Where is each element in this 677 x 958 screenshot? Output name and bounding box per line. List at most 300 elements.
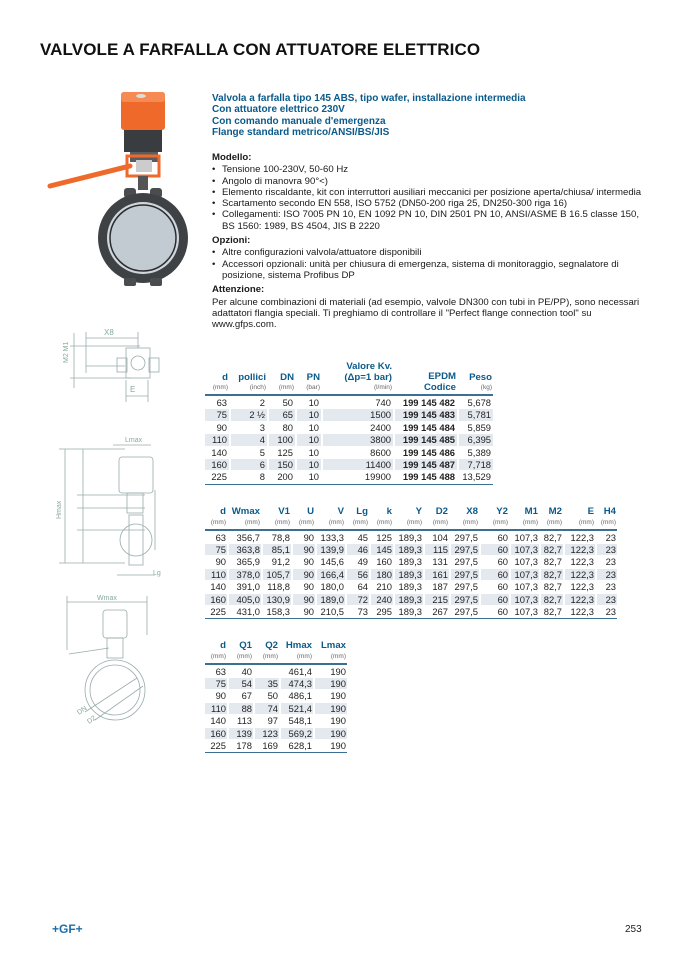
column-header bbox=[263, 507, 291, 528]
table-cell: 82,7 bbox=[543, 581, 562, 593]
table-cell: 40 bbox=[241, 665, 252, 677]
table-cell: 60 bbox=[481, 594, 509, 605]
table-row bbox=[205, 715, 347, 726]
intro-line: Con comando manuale d'emergenza bbox=[212, 115, 386, 127]
table-cell: 8600 bbox=[370, 446, 391, 458]
table-cell: 46 bbox=[347, 544, 369, 555]
column-name: Q1 bbox=[239, 640, 252, 651]
table-row bbox=[205, 678, 347, 689]
table-cell: 11400 bbox=[323, 459, 393, 470]
label-x8: X8 bbox=[104, 328, 114, 337]
table-cell: 107,3 bbox=[511, 594, 539, 605]
table-cell: 461,4 bbox=[288, 665, 312, 677]
table-row bbox=[205, 532, 617, 543]
table-cell: 23 bbox=[605, 581, 616, 593]
table-cell: 60 bbox=[481, 544, 509, 555]
table-row bbox=[205, 471, 493, 482]
column-unit: (mm) bbox=[210, 652, 226, 660]
table-cell: 82,7 bbox=[541, 544, 563, 555]
list-item: • Accessori opzionali: unità per chiusura di emergenza, sistema di monitoraggio, segnalatore di posizione, sistema Profibus DP bbox=[212, 259, 642, 282]
column-header bbox=[229, 641, 253, 662]
table-cell: 60 bbox=[481, 569, 509, 580]
table-row bbox=[205, 397, 493, 408]
table-cell: 189,3 bbox=[398, 605, 422, 617]
column-unit: (mm) bbox=[600, 518, 616, 526]
column-name: Lg bbox=[356, 506, 368, 517]
table-cell: 78,8 bbox=[271, 531, 290, 543]
header-divider bbox=[205, 663, 347, 665]
table-cell: 297,5 bbox=[451, 594, 479, 605]
table-cell: 190 bbox=[330, 690, 346, 702]
table-cell: 74 bbox=[255, 703, 279, 714]
table-cell: 378,0 bbox=[229, 569, 261, 580]
column-name: Y bbox=[415, 506, 422, 517]
column-header bbox=[315, 641, 347, 662]
table-cell: 63 bbox=[216, 397, 227, 408]
table-cell: 2400 bbox=[370, 421, 391, 433]
column-name: Wmax bbox=[231, 506, 260, 517]
column-name: Y2 bbox=[496, 506, 508, 517]
table-cell: 199 145 486 bbox=[402, 446, 455, 458]
column-header bbox=[451, 507, 479, 528]
column-name: H4 bbox=[603, 506, 616, 517]
table-cell: 356,7 bbox=[236, 531, 260, 543]
table-row bbox=[205, 544, 617, 555]
table-cell: 104 bbox=[432, 531, 448, 543]
table-cell: 5,781 bbox=[459, 409, 493, 420]
table-cell: 19900 bbox=[364, 471, 391, 483]
table-cell: 365,9 bbox=[236, 556, 260, 568]
table-cell: 130,9 bbox=[263, 594, 291, 605]
column-unit: (mm) bbox=[352, 518, 368, 526]
column-header bbox=[269, 362, 295, 393]
column-header bbox=[281, 641, 313, 662]
table-cell: 225 bbox=[210, 739, 226, 751]
column-unit: (mm) bbox=[578, 518, 594, 526]
table-row bbox=[205, 434, 493, 445]
list-item: • Angolo di manovra 90°<) bbox=[212, 176, 642, 187]
column-unit: (mm) bbox=[432, 518, 448, 526]
table-cell: 122,3 bbox=[570, 531, 594, 543]
table-row bbox=[205, 556, 617, 567]
column-name: X8 bbox=[466, 506, 478, 517]
table-cell: 23 bbox=[597, 544, 617, 555]
column-unit: (mm) bbox=[262, 652, 278, 660]
column-unit: (mm) bbox=[406, 518, 422, 526]
table-bottom-divider bbox=[205, 752, 347, 753]
table-cell: 199 145 484 bbox=[402, 421, 455, 433]
column-unit: (mm) bbox=[278, 384, 294, 391]
table-cell: 122,3 bbox=[570, 556, 594, 568]
table-cell: 64 bbox=[357, 581, 368, 593]
column-unit: (mm) bbox=[462, 518, 478, 526]
table-cell: 189,3 bbox=[395, 594, 423, 605]
table-cell: 160 bbox=[205, 459, 229, 470]
product-intro bbox=[212, 93, 526, 139]
column-unit: (mm) bbox=[274, 518, 290, 526]
table-row bbox=[205, 740, 347, 751]
table-cell: 190 bbox=[330, 665, 346, 677]
intro-line: Con attuatore elettrico 230V bbox=[212, 104, 345, 116]
table-row bbox=[205, 459, 493, 470]
table-cell: 82,7 bbox=[541, 569, 563, 580]
column-name: d bbox=[222, 371, 228, 383]
table-cell: 13,529 bbox=[462, 471, 491, 483]
column-header bbox=[541, 507, 563, 528]
table-cell: 122,3 bbox=[570, 605, 594, 617]
column-header bbox=[459, 362, 493, 393]
table-cell: 225 bbox=[211, 471, 227, 483]
side-view-drawing bbox=[55, 435, 175, 580]
table-cell: 1500 bbox=[323, 409, 393, 420]
label-e: E bbox=[130, 385, 136, 394]
svg-text:Hmax: Hmax bbox=[56, 500, 63, 519]
table-cell: 73 bbox=[357, 605, 368, 617]
table-bottom-divider bbox=[205, 484, 493, 485]
page-number: 253 bbox=[625, 924, 642, 935]
table-row bbox=[205, 703, 347, 714]
table-cell: 178 bbox=[236, 739, 252, 751]
table-cell: 122,3 bbox=[565, 569, 595, 580]
table-cell: 225 bbox=[210, 605, 226, 617]
column-unit: (mm) bbox=[376, 518, 392, 526]
list-item: • Scartamento secondo EN 558, ISO 5752 (DN50-200 riga 25, DN250-300 riga 16) bbox=[212, 198, 642, 209]
table-cell: 90 bbox=[293, 594, 315, 605]
table-cell: 105,7 bbox=[263, 569, 291, 580]
table-cell: 10 bbox=[308, 421, 319, 433]
table-row bbox=[205, 447, 493, 458]
table-cell: 7,718 bbox=[459, 459, 493, 470]
table-cell: 161 bbox=[425, 569, 449, 580]
table-cell: 10 bbox=[308, 446, 319, 458]
list-item: • Altre configurazioni valvola/attuatore disponibili bbox=[212, 247, 642, 258]
table-cell: 131 bbox=[432, 556, 448, 568]
table-cell: 267 bbox=[432, 605, 448, 617]
column-unit: (mm) bbox=[330, 652, 346, 660]
table-dimensions bbox=[203, 506, 619, 620]
table-cell: 23 bbox=[597, 569, 617, 580]
column-header bbox=[229, 507, 261, 528]
column-unit: (bar) bbox=[306, 384, 320, 391]
table-cell: 180,0 bbox=[320, 581, 344, 593]
table-cell: 90 bbox=[293, 569, 315, 580]
table-cell: 10 bbox=[297, 409, 321, 420]
column-header bbox=[205, 362, 229, 393]
column-header bbox=[425, 507, 449, 528]
column-unit: (inch) bbox=[249, 384, 266, 391]
table-cell: 297,5 bbox=[451, 569, 479, 580]
table-row bbox=[205, 594, 617, 605]
table-cell: 45 bbox=[357, 531, 368, 543]
table-cell: 169 bbox=[262, 739, 278, 751]
svg-text:DN: DN bbox=[76, 705, 89, 717]
model-heading: Modello: bbox=[212, 152, 252, 163]
table-cell: 10 bbox=[308, 397, 319, 408]
table-cell: 90 bbox=[215, 690, 226, 702]
table-cell: 189,3 bbox=[395, 569, 423, 580]
column-header bbox=[297, 362, 321, 393]
table-header-row bbox=[205, 507, 617, 528]
table-cell: 50 bbox=[282, 397, 293, 408]
table-cell: 113 bbox=[237, 715, 252, 727]
table-cell: 75 bbox=[205, 544, 227, 555]
column-unit: (kg) bbox=[480, 384, 492, 391]
table-cell: 486,1 bbox=[288, 690, 312, 702]
column-unit: (mm) bbox=[328, 518, 344, 526]
top-view-drawing bbox=[60, 318, 180, 408]
table-cell: 60 bbox=[497, 605, 508, 617]
table-cell: 199 145 485 bbox=[395, 434, 457, 445]
front-view-drawing bbox=[65, 590, 175, 730]
table-cell: 190 bbox=[315, 678, 347, 689]
table-cell: 75 bbox=[205, 678, 227, 689]
table-cell: 100 bbox=[269, 434, 295, 445]
column-unit: (mm) bbox=[236, 652, 252, 660]
table-cell: 297,5 bbox=[454, 581, 478, 593]
svg-text:Lg: Lg bbox=[153, 570, 161, 577]
table-cell: 6,395 bbox=[459, 434, 493, 445]
column-name: PN bbox=[306, 371, 320, 383]
table-cell: 210 bbox=[376, 581, 392, 593]
table-cell: 160 bbox=[376, 556, 392, 568]
table-cell: 189,3 bbox=[398, 556, 422, 568]
column-unit: (mm) bbox=[296, 652, 312, 660]
column-name: V bbox=[337, 506, 344, 517]
column-header bbox=[511, 507, 539, 528]
table-cell: 82,7 bbox=[541, 594, 563, 605]
column-name: pollici bbox=[238, 371, 266, 383]
table-cell: 190 bbox=[315, 703, 347, 714]
column-header bbox=[395, 362, 457, 393]
svg-text:Wmax: Wmax bbox=[97, 595, 117, 602]
table-cell: 107,3 bbox=[514, 605, 538, 617]
options-heading: Opzioni: bbox=[212, 235, 251, 247]
column-header bbox=[395, 507, 423, 528]
table-cell: 82,7 bbox=[543, 556, 562, 568]
table-cell: 97 bbox=[267, 715, 278, 727]
table-cell: 80 bbox=[282, 421, 293, 433]
table-cell: 521,4 bbox=[281, 703, 313, 714]
table-cell: 190 bbox=[330, 739, 346, 751]
table-cell: 107,3 bbox=[514, 581, 538, 593]
gf-logo: +GF+ bbox=[52, 922, 83, 936]
table-cell: 107,3 bbox=[511, 544, 539, 555]
table-cell: 90 bbox=[303, 605, 314, 617]
table-cell: 145,6 bbox=[320, 556, 344, 568]
table-header-row bbox=[205, 641, 347, 662]
table-row bbox=[205, 581, 617, 592]
table-cell: 72 bbox=[347, 594, 369, 605]
column-header bbox=[293, 507, 315, 528]
table-cell: 199 145 483 bbox=[395, 409, 457, 420]
table-cell: 110 bbox=[205, 434, 229, 445]
table-cell: 5,678 bbox=[467, 397, 491, 408]
column-name: M2 bbox=[548, 506, 562, 517]
table-cell: 88 bbox=[229, 703, 253, 714]
page-title: VALVOLE A FARFALLA CON ATTUATORE ELETTRICO bbox=[40, 40, 481, 59]
table-cell: 107,3 bbox=[514, 531, 538, 543]
table-cell: 60 bbox=[497, 556, 508, 568]
table-cell: 190 bbox=[315, 728, 347, 739]
table-cell: 107,3 bbox=[514, 556, 538, 568]
table-row bbox=[205, 666, 347, 677]
attention-heading: Attenzione: bbox=[212, 284, 265, 296]
table-cell: 240 bbox=[371, 594, 393, 605]
table-header-row bbox=[205, 362, 493, 393]
column-unit: (mm) bbox=[244, 518, 260, 526]
list-item: • Tensione 100-230V, 50-60 Hz bbox=[212, 164, 642, 175]
table-cell: 75 bbox=[205, 409, 229, 420]
table-cell: 180 bbox=[371, 569, 393, 580]
table-cell: 90 bbox=[303, 581, 314, 593]
table-row bbox=[205, 606, 617, 617]
column-unit: (mm) bbox=[212, 384, 228, 391]
column-name: Peso bbox=[469, 371, 492, 383]
table-cell: 110 bbox=[205, 569, 227, 580]
table-cell: 391,0 bbox=[236, 581, 260, 593]
table-cell: 297,5 bbox=[451, 544, 479, 555]
table-cell: 5,389 bbox=[467, 446, 491, 458]
column-unit: (mm) bbox=[298, 518, 314, 526]
table-cell: 60 bbox=[497, 531, 508, 543]
column-header bbox=[231, 362, 267, 393]
table-cell: 4 bbox=[231, 434, 267, 445]
table-cell: 122,3 bbox=[565, 544, 595, 555]
table-cell: 91,2 bbox=[271, 556, 290, 568]
table-cell: 140 bbox=[210, 715, 226, 727]
table-cell: 189,3 bbox=[395, 544, 423, 555]
table-cell: 133,3 bbox=[320, 531, 344, 543]
table-cell: 10 bbox=[297, 434, 321, 445]
table-cell: 2 bbox=[259, 397, 265, 408]
list-item: • Collegamenti: ISO 7005 PN 10, EN 1092 PN 10, DIN 2501 PN 10, ANSI/ASME B 16.5 classe 150, BS 1560: 1989, BS 4504, JIS B 2220 bbox=[212, 209, 642, 232]
column-unit: (mm) bbox=[492, 518, 508, 526]
table-cell: 405,0 bbox=[229, 594, 261, 605]
column-name: Hmax bbox=[285, 640, 312, 651]
table-cell: 90 bbox=[303, 531, 314, 543]
table-cell: 110 bbox=[205, 703, 227, 714]
table-cell: 187 bbox=[432, 581, 448, 593]
column-header bbox=[205, 641, 227, 662]
column-unit: (mm) bbox=[210, 518, 226, 526]
table-cell: 160 bbox=[205, 594, 227, 605]
model-list bbox=[212, 164, 642, 232]
column-name: M1 bbox=[524, 506, 538, 517]
table-cell: 431,0 bbox=[236, 605, 260, 617]
table-cell: 160 bbox=[205, 728, 227, 739]
column-name: EPDM Codice bbox=[424, 371, 456, 393]
table-cell: 215 bbox=[425, 594, 449, 605]
table-cell: 65 bbox=[269, 409, 295, 420]
table-cell: 166,4 bbox=[317, 569, 345, 580]
table-row bbox=[205, 569, 617, 580]
column-header bbox=[481, 507, 509, 528]
table-codes bbox=[203, 361, 495, 486]
table-cell: 85,1 bbox=[263, 544, 291, 555]
table-cell: 23 bbox=[605, 556, 616, 568]
table-cell: 297,5 bbox=[454, 531, 478, 543]
attention-text: Per alcune combinazioni di materiali (ad esempio, valvole DN300 con tubi in PE/PP), sono necessari adattatori flangia speciali. Ti preghiamo di controllare il "Perfect flange connection tool" su www.gfps.com. bbox=[212, 296, 640, 331]
table-row bbox=[205, 728, 347, 739]
table-cell: 139 bbox=[229, 728, 253, 739]
column-unit: (l/min) bbox=[373, 384, 392, 391]
table-cell: 199 145 482 bbox=[402, 397, 455, 408]
table-cell: 297,5 bbox=[454, 605, 478, 617]
table-cell: 23 bbox=[605, 605, 616, 617]
table-cell: 199 145 488 bbox=[402, 471, 455, 483]
table-cell: 125 bbox=[277, 446, 293, 458]
table-cell: 297,5 bbox=[454, 556, 478, 568]
table-cell: 63 bbox=[215, 665, 226, 677]
svg-text:D2: D2 bbox=[86, 714, 98, 726]
column-name: E bbox=[587, 506, 594, 517]
table-cell: 6 bbox=[231, 459, 267, 470]
table-cell: 82,7 bbox=[543, 605, 562, 617]
column-header bbox=[323, 362, 393, 393]
table-cell: 140 bbox=[210, 581, 226, 593]
table-cell: 35 bbox=[255, 678, 279, 689]
header-divider bbox=[205, 529, 617, 531]
table-cell: 90 bbox=[303, 556, 314, 568]
table-cell: 5 bbox=[259, 446, 265, 458]
table-cell: 82,7 bbox=[543, 531, 562, 543]
column-name: U bbox=[307, 506, 314, 517]
table-cell: 90 bbox=[293, 544, 315, 555]
table-cell: 56 bbox=[347, 569, 369, 580]
table-cell: 10 bbox=[308, 471, 319, 483]
table-cell: 125 bbox=[376, 531, 392, 543]
table-cell: 123 bbox=[255, 728, 279, 739]
table-cell: 295 bbox=[376, 605, 392, 617]
table-cell: 23 bbox=[605, 531, 616, 543]
table-cell: 200 bbox=[277, 471, 293, 483]
column-unit: (mm) bbox=[546, 518, 562, 526]
svg-text:M2 M1: M2 M1 bbox=[63, 341, 70, 363]
table-cell: 145 bbox=[371, 544, 393, 555]
intro-line: Flange standard metrico/ANSI/BS/JIS bbox=[212, 127, 390, 139]
intro-line: Valvola a farfalla tipo 145 ABS, tipo wafer, installazione intermedia bbox=[212, 93, 526, 104]
table-bottom-divider bbox=[205, 618, 617, 619]
column-name: D2 bbox=[435, 506, 448, 517]
valve-actuator-photo bbox=[40, 88, 200, 288]
header-divider bbox=[205, 394, 493, 396]
table-cell: 474,3 bbox=[281, 678, 313, 689]
column-name: DN bbox=[280, 371, 294, 383]
table-cell: 50 bbox=[267, 690, 278, 702]
table-heights bbox=[203, 640, 349, 754]
table-cell: 189,3 bbox=[398, 581, 422, 593]
table-cell: 5,859 bbox=[467, 421, 491, 433]
table-cell: 8 bbox=[259, 471, 265, 483]
table-cell: 548,1 bbox=[288, 715, 312, 727]
table-cell: 23 bbox=[597, 594, 617, 605]
column-header bbox=[597, 507, 617, 528]
column-header bbox=[205, 507, 227, 528]
table-cell: 363,8 bbox=[229, 544, 261, 555]
table-cell: 628,1 bbox=[288, 739, 312, 751]
table-cell: 54 bbox=[229, 678, 253, 689]
table-cell: 63 bbox=[215, 531, 226, 543]
column-name: Q2 bbox=[265, 640, 278, 651]
column-header bbox=[371, 507, 393, 528]
table-cell: 139,9 bbox=[317, 544, 345, 555]
column-name: V1 bbox=[278, 506, 290, 517]
table-cell: 3 bbox=[259, 421, 265, 433]
svg-text:Lmax: Lmax bbox=[125, 437, 143, 444]
table-cell: 107,3 bbox=[511, 569, 539, 580]
list-item: • Elemento riscaldante, kit con interruttori ausiliari meccanici per posizione aperta/chiusa/ intermedia bbox=[212, 187, 642, 198]
table-cell: 3800 bbox=[323, 434, 393, 445]
